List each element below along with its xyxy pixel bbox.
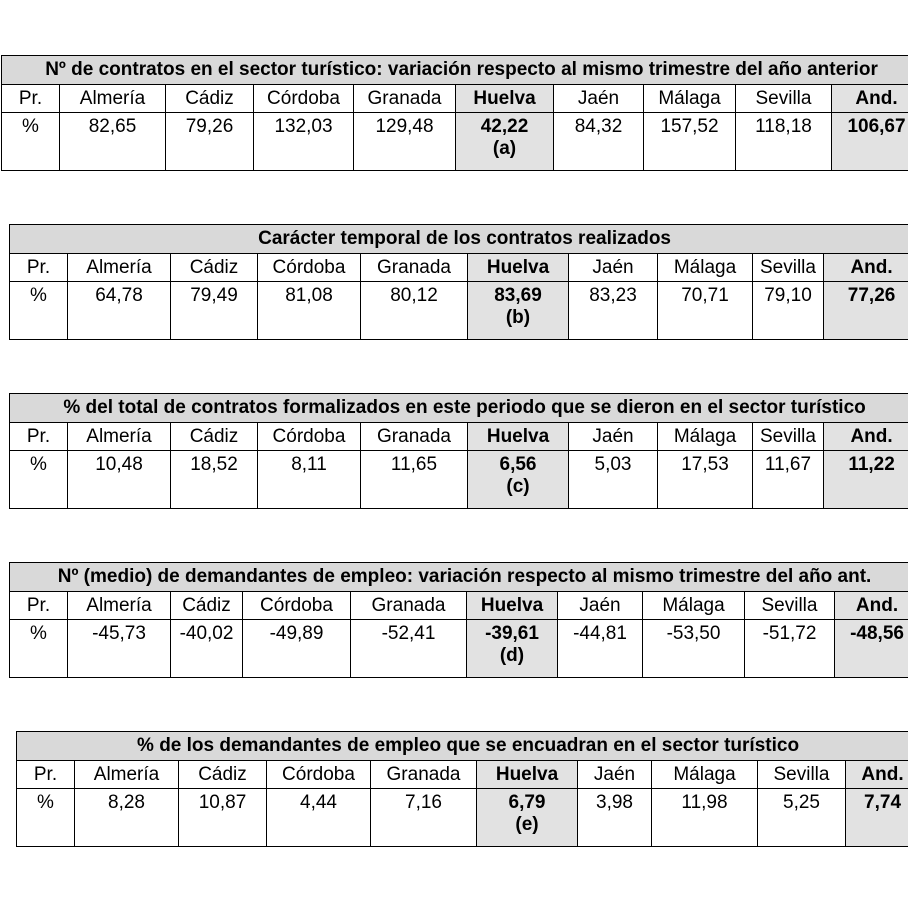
cell-granada: -52,41	[351, 620, 467, 678]
col-header-andalucia: And.	[832, 85, 908, 113]
cell-huelva-note: (b)	[505, 307, 531, 328]
col-header-pr: Pr.	[10, 592, 68, 620]
cell-huelva-value: -39,61	[485, 623, 539, 644]
col-header-sevilla: Sevilla	[736, 85, 832, 113]
row-label: %	[17, 789, 75, 847]
cell-huelva-value: 83,69	[494, 285, 542, 306]
cell-huelva	[467, 620, 558, 678]
cell-almeria: 64,78	[68, 282, 171, 340]
col-header-jaen: Jaén	[569, 254, 658, 282]
cell-huelva-note: (a)	[492, 138, 517, 159]
col-header-pr: Pr.	[10, 254, 68, 282]
cell-almeria: -45,73	[68, 620, 171, 678]
col-header-granada: Granada	[361, 254, 468, 282]
col-header-huelva: Huelva	[468, 254, 569, 282]
col-header-jaen: Jaén	[554, 85, 644, 113]
col-header-granada: Granada	[351, 592, 467, 620]
col-header-almeria: Almería	[60, 85, 166, 113]
col-header-cordoba: Córdoba	[254, 85, 354, 113]
col-header-cadiz: Cádiz	[171, 254, 258, 282]
cell-huelva-note: (d)	[499, 645, 525, 666]
col-header-malaga: Málaga	[652, 761, 758, 789]
col-header-cordoba: Córdoba	[258, 423, 361, 451]
col-header-malaga: Málaga	[643, 592, 745, 620]
cell-sevilla: 5,25	[758, 789, 846, 847]
cell-cordoba: -49,89	[243, 620, 351, 678]
table-title: Carácter temporal de los contratos realizados	[10, 225, 908, 254]
col-header-malaga: Málaga	[644, 85, 736, 113]
col-header-almeria: Almería	[68, 592, 171, 620]
cell-andalucia: 106,67	[832, 113, 908, 171]
cell-malaga: 157,52	[644, 113, 736, 171]
col-header-andalucia: And.	[835, 592, 908, 620]
cell-almeria: 82,65	[60, 113, 166, 171]
cell-malaga: 11,98	[652, 789, 758, 847]
col-header-cadiz: Cádiz	[179, 761, 267, 789]
col-header-jaen: Jaén	[569, 423, 658, 451]
cell-huelva-value: 6,79	[508, 792, 546, 813]
row-label: %	[10, 451, 68, 509]
table-contract-variation	[1, 55, 908, 171]
cell-cordoba: 4,44	[267, 789, 371, 847]
cell-cordoba: 8,11	[258, 451, 361, 509]
cell-sevilla: 118,18	[736, 113, 832, 171]
col-header-almeria: Almería	[68, 423, 171, 451]
cell-huelva	[468, 451, 569, 509]
col-header-sevilla: Sevilla	[758, 761, 846, 789]
row-label: %	[2, 113, 60, 171]
col-header-andalucia: And.	[824, 423, 908, 451]
cell-cadiz: -40,02	[171, 620, 243, 678]
col-header-sevilla: Sevilla	[753, 423, 824, 451]
cell-huelva-note: (e)	[515, 814, 539, 835]
col-header-huelva: Huelva	[456, 85, 554, 113]
col-header-pr: Pr.	[2, 85, 60, 113]
cell-granada: 129,48	[354, 113, 456, 171]
cell-cadiz: 10,87	[179, 789, 267, 847]
cell-cordoba: 81,08	[258, 282, 361, 340]
col-header-jaen: Jaén	[558, 592, 643, 620]
cell-jaen: 83,23	[569, 282, 658, 340]
table-temporary-contracts	[9, 224, 908, 340]
col-header-pr: Pr.	[10, 423, 68, 451]
cell-cadiz: 79,26	[166, 113, 254, 171]
table-tourism-share-job-seekers	[16, 731, 908, 847]
cell-andalucia: 7,74	[846, 789, 908, 847]
cell-jaen: -44,81	[558, 620, 643, 678]
cell-granada: 7,16	[371, 789, 477, 847]
col-header-huelva: Huelva	[467, 592, 558, 620]
cell-jaen: 5,03	[569, 451, 658, 509]
cell-andalucia: 77,26	[824, 282, 908, 340]
cell-malaga: 70,71	[658, 282, 753, 340]
col-header-cordoba: Córdoba	[258, 254, 361, 282]
table-title: Nº (medio) de demandantes de empleo: variación respecto al mismo trimestre del año ant.	[10, 563, 908, 592]
cell-cordoba: 132,03	[254, 113, 354, 171]
col-header-sevilla: Sevilla	[745, 592, 835, 620]
col-header-almeria: Almería	[68, 254, 171, 282]
cell-almeria: 8,28	[75, 789, 179, 847]
cell-huelva-value: 42,22	[480, 116, 529, 137]
col-header-granada: Granada	[361, 423, 468, 451]
cell-jaen: 3,98	[578, 789, 652, 847]
cell-granada: 80,12	[361, 282, 468, 340]
col-header-almeria: Almería	[75, 761, 179, 789]
cell-huelva-value: 6,56	[499, 454, 537, 475]
col-header-malaga: Málaga	[658, 254, 753, 282]
cell-huelva	[456, 113, 554, 171]
cell-cadiz: 18,52	[171, 451, 258, 509]
col-header-huelva: Huelva	[477, 761, 578, 789]
table-title: % del total de contratos formalizados en este periodo que se dieron en el sector turístico	[10, 394, 908, 423]
table-title: % de los demandantes de empleo que se encuadran en el sector turístico	[17, 732, 908, 761]
cell-malaga: 17,53	[658, 451, 753, 509]
table-title: Nº de contratos en el sector turístico: variación respecto al mismo trimestre del año anterior	[2, 56, 908, 85]
cell-sevilla: -51,72	[745, 620, 835, 678]
cell-sevilla: 79,10	[753, 282, 824, 340]
table-tourism-share-contracts	[9, 393, 908, 509]
cell-granada: 11,65	[361, 451, 468, 509]
row-label: %	[10, 282, 68, 340]
cell-almeria: 10,48	[68, 451, 171, 509]
col-header-andalucia: And.	[824, 254, 908, 282]
col-header-cadiz: Cádiz	[171, 592, 243, 620]
cell-cadiz: 79,49	[171, 282, 258, 340]
col-header-granada: Granada	[371, 761, 477, 789]
row-label: %	[10, 620, 68, 678]
col-header-huelva: Huelva	[468, 423, 569, 451]
col-header-sevilla: Sevilla	[753, 254, 824, 282]
table-job-seekers-variation	[9, 562, 908, 678]
col-header-granada: Granada	[354, 85, 456, 113]
col-header-cadiz: Cádiz	[166, 85, 254, 113]
cell-andalucia: 11,22	[824, 451, 908, 509]
col-header-cordoba: Córdoba	[243, 592, 351, 620]
col-header-andalucia: And.	[846, 761, 908, 789]
col-header-pr: Pr.	[17, 761, 75, 789]
cell-huelva	[477, 789, 578, 847]
col-header-jaen: Jaén	[578, 761, 652, 789]
cell-andalucia: -48,56	[835, 620, 908, 678]
col-header-cadiz: Cádiz	[171, 423, 258, 451]
col-header-cordoba: Córdoba	[267, 761, 371, 789]
cell-malaga: -53,50	[643, 620, 745, 678]
cell-huelva-note: (c)	[506, 476, 530, 497]
col-header-malaga: Málaga	[658, 423, 753, 451]
cell-sevilla: 11,67	[753, 451, 824, 509]
cell-jaen: 84,32	[554, 113, 644, 171]
cell-huelva	[468, 282, 569, 340]
